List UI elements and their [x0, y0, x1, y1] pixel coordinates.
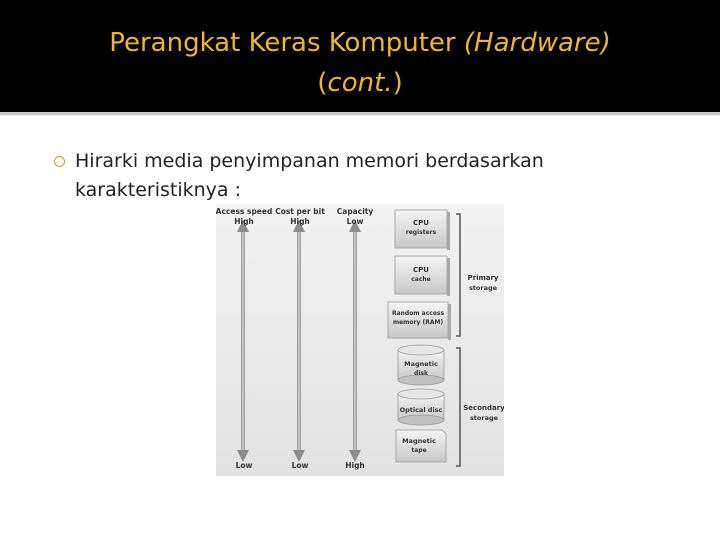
- axis-header-cost-per-bit: Cost per bit: [275, 207, 325, 216]
- axis-top-access-speed: High: [234, 217, 254, 226]
- slide-title-line-1: [0, 28, 720, 58]
- axis-header-access-speed: Access speed: [216, 207, 273, 216]
- cpu-registers-box: [395, 210, 450, 250]
- magnetic-tape-icon: [396, 430, 446, 462]
- title-text: Perangkat Keras Komputer: [109, 28, 464, 58]
- cpu-cache-label-2: cache: [411, 276, 431, 283]
- magnetic-disk-label-1: Magnetic: [404, 360, 438, 368]
- cpu-cache-box: [395, 256, 450, 296]
- ram-label-2: memory (RAM): [392, 319, 444, 326]
- title-paren-close: ): [392, 68, 403, 98]
- optical-disc-cylinder-icon: [398, 389, 444, 425]
- secondary-storage-label-1: Secondary: [463, 404, 504, 412]
- primary-storage-label-2: storage: [468, 284, 498, 292]
- title-italic-cont: cont.: [327, 68, 393, 98]
- primary-storage-label-1: Primary: [467, 274, 499, 282]
- title-italic: (Hardware): [463, 28, 611, 58]
- secondary-storage-label-2: storage: [469, 414, 499, 422]
- divider-line-light: [0, 115, 720, 116]
- magnetic-disk-cylinder-icon: [398, 345, 444, 385]
- memory-hierarchy-figure: [216, 204, 504, 476]
- figure-background: [216, 204, 504, 476]
- magnetic-disk-label-2: disk: [414, 370, 428, 377]
- axis-header-capacity: Capacity: [336, 207, 374, 216]
- cpu-registers-label-1: CPU: [413, 219, 429, 227]
- optical-disc-label: Optical disc: [399, 406, 443, 414]
- magnetic-tape-label-2: tape: [411, 447, 427, 454]
- axis-top-cost-per-bit: High: [290, 217, 310, 226]
- axis-top-capacity: Low: [346, 217, 364, 226]
- magnetic-tape-label-1: Magnetic: [402, 437, 436, 445]
- slide-title-line-2: [0, 68, 720, 98]
- title-band: [0, 0, 720, 112]
- axis-bottom-access-speed: Low: [235, 461, 253, 470]
- axis-bottom-cost-per-bit: Low: [291, 461, 309, 470]
- cpu-registers-label-2: registers: [405, 229, 437, 236]
- ram-box: [388, 302, 451, 340]
- cpu-cache-label-1: CPU: [413, 266, 429, 274]
- axis-bottom-capacity: High: [345, 461, 365, 470]
- bullet-circle-icon: [54, 156, 65, 167]
- title-paren-open: (: [317, 68, 328, 98]
- ram-label-1: Random access: [391, 310, 445, 317]
- bullet-text: Hirarki media penyimpanan memori berdasarkan karakteristiknya :: [75, 150, 544, 201]
